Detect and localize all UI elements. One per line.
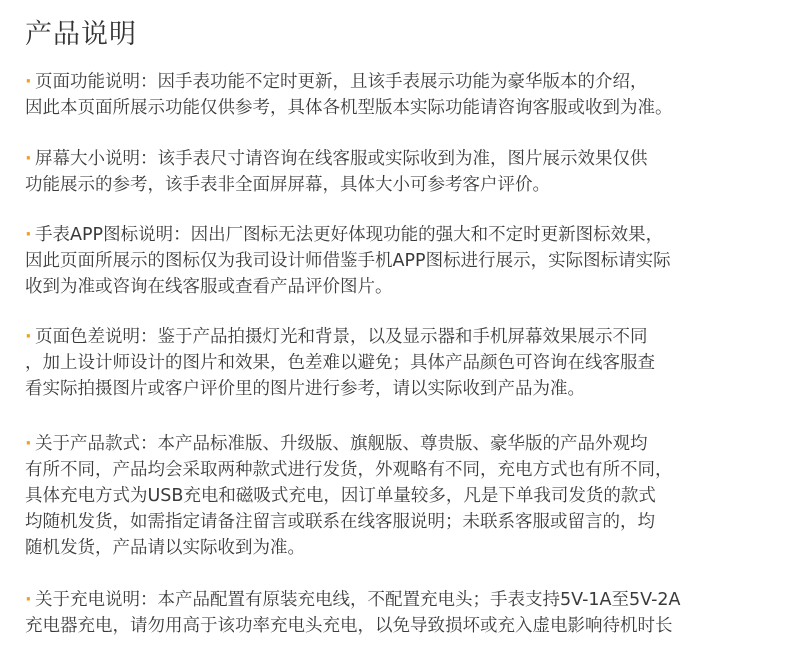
section-line: 因此本页面所展示功能仅供参考，具体各机型版本实际功能请咨询客服或收到为准。 xyxy=(25,98,673,118)
bullet-icon: · xyxy=(25,590,32,610)
page-title: 产品说明 xyxy=(25,19,137,50)
bullet-icon: · xyxy=(25,434,32,454)
section-line: · 关于产品款式：本产品标准版、升级版、旗舰版、尊贵版、豪华版的产品外观均 xyxy=(25,431,777,457)
section-app-icons xyxy=(25,222,777,300)
bullet-icon: · xyxy=(25,225,32,245)
section-line: 看实际拍摄图片或客户评价里的图片进行参考，请以实际收到产品为准。 xyxy=(25,379,585,399)
section-page-function xyxy=(25,69,777,121)
section-charging xyxy=(25,587,777,639)
bullet-icon: · xyxy=(25,149,32,169)
section-line: 具体充电方式为USB充电和磁吸式充电，因订单量较多，凡是下单我司发货的款式 xyxy=(25,486,656,506)
section-color-difference xyxy=(25,324,777,402)
section-line: 因此页面所展示的图标仅为我司设计师借鉴手机APP图标进行展示，实际图标请实际 xyxy=(25,251,671,271)
section-line: 收到为准或咨询在线客服或查看产品评价图片。 xyxy=(25,277,393,297)
section-line: ，加上设计师设计的图片和效果，色差难以避免；具体产品颜色可咨询在线客服查 xyxy=(25,353,655,373)
section-line: · 手表APP图标说明：因出厂图标无法更好体现功能的强大和不定时更新图标效果， xyxy=(25,222,777,248)
bullet-icon: · xyxy=(25,72,32,92)
section-line: · 屏幕大小说明：该手表尺寸请咨询在线客服或实际收到为准，图片展示效果仅供 xyxy=(25,146,777,172)
section-line: 有所不同，产品均会采取两种款式进行发货，外观略有不同，充电方式也有所不同， xyxy=(25,460,673,480)
bullet-icon: · xyxy=(25,327,32,347)
section-product-style xyxy=(25,431,777,561)
section-line: · 关于充电说明：本产品配置有原装充电线，不配置充电头；手表支持5V-1A至5V-2A xyxy=(25,587,777,613)
section-line: · 页面功能说明：因手表功能不定时更新，且该手表展示功能为豪华版本的介绍， xyxy=(25,69,777,95)
section-line: · 页面色差说明：鉴于产品拍摄灯光和背景，以及显示器和手机屏幕效果展示不同 xyxy=(25,324,777,350)
section-line: 均随机发货，如需指定请备注留言或联系在线客服说明；未联系客服或留言的，均 xyxy=(25,512,655,532)
section-screen-size xyxy=(25,146,777,198)
section-line: 功能展示的参考，该手表非全面屏屏幕，具体大小可参考客户评价。 xyxy=(25,175,550,195)
section-line: 随机发货，产品请以实际收到为准。 xyxy=(25,538,305,558)
section-line: 充电器充电，请勿用高于该功率充电头充电，以免导致损坏或充入虚电影响待机时长 xyxy=(25,616,673,636)
